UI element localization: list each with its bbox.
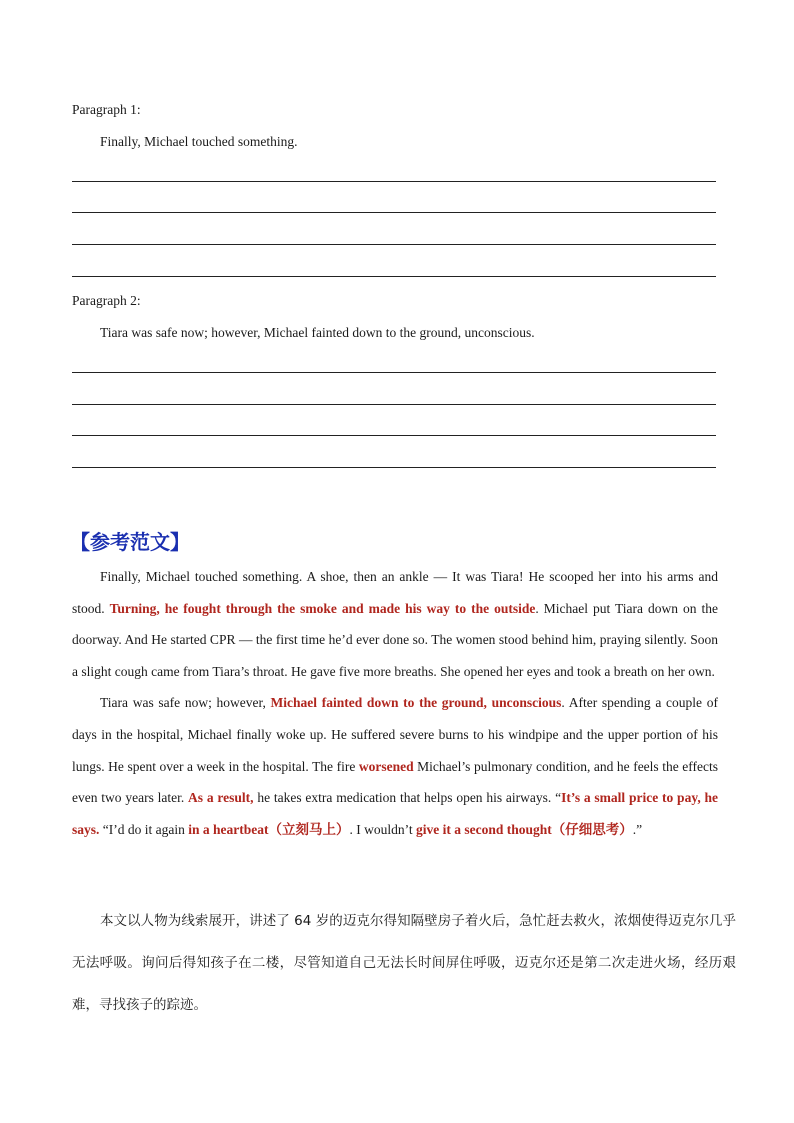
highlight-phrase: Turning, he fought through the smoke and made his way to the outside [109, 600, 536, 616]
writing-line [72, 467, 716, 468]
highlight-phrase: As a result, [188, 790, 254, 806]
writing-line [72, 181, 716, 182]
paragraph1-label: Paragraph 1: [72, 102, 141, 117]
chinese-summary: 本文以人物为线索展开，讲述了 64 岁的迈克尔得知隔壁房子着火后，急忙赶去救火，浓烟使得迈克尔几乎无法呼吸。询问后得知孩子在二楼，尽管知道自己无法长时间屏住呼吸，迈克尔还是第二次走进火场，经历艰难，寻找孩子的踪迹。 [72, 913, 736, 1013]
paragraph2-lead-sentence: Tiara was safe now; however, Michael fainted down to the ground, unconscious. [100, 325, 535, 340]
writing-line [72, 404, 716, 405]
reference-essay [72, 561, 718, 845]
essay-paragraph-2: Tiara was safe now; however, Michael fainted down to the ground, unconscious. After spending a couple of days in the hospital, Michael finally woke up. He suffered severe burns to his windpipe and the upper portion of his lungs. He spent over a week in the hospital. The fire worsened Michael’s pulmonary condition, and he feels the effects even two years later. As a result, he takes extra medication that helps open his airways. “It’s a small price to pay, he says. “I’d do it again in a heartbeat（立刻马上）. I wouldn’t give it a second thought（仔细思考）.” [72, 695, 719, 837]
essay-paragraph-1: Finally, Michael touched something. A shoe, then an ankle — It was Tiara! He scooped her into his arms and stood. Turning, he fought through the smoke and made his way to the outside. Michael put Tiara down on the doorway. And He started CPR — the first time he’d ever done so. The women stood behind him, praying silently. Soon a slight cough came from Tiara’s throat. He gave five more breaths. She opened her eyes and took a breath on her own. [72, 569, 718, 679]
highlight-phrase: Michael fainted down to the ground, unconscious [270, 695, 562, 711]
paragraph2-label: Paragraph 2: [72, 293, 141, 308]
highlight-phrase: It’s a small price to pay, he says. [72, 790, 719, 837]
paragraph1-lead-sentence: Finally, Michael touched something. [100, 134, 298, 149]
writing-line [72, 435, 716, 436]
highlight-phrase: in a heartbeat（立刻马上） [188, 821, 350, 837]
writing-line [72, 372, 716, 373]
reference-essay-heading: 【参考范文】 [70, 530, 190, 554]
writing-line [72, 212, 716, 213]
writing-line [72, 244, 716, 245]
highlight-phrase: give it a second thought（仔细思考） [416, 821, 633, 837]
writing-line [72, 276, 716, 277]
highlight-phrase: worsened [358, 758, 414, 774]
